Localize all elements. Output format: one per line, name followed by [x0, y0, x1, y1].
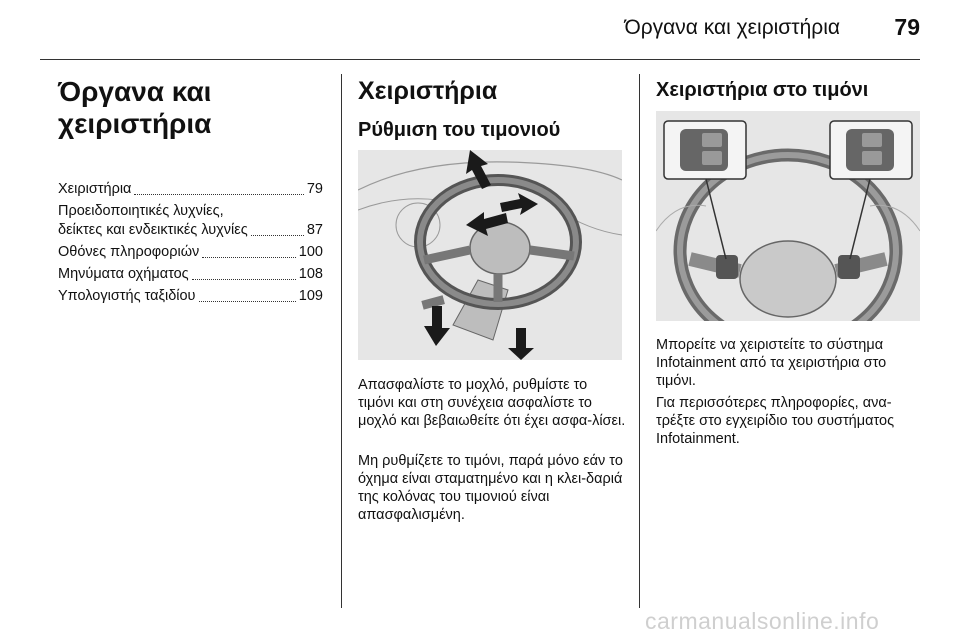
toc-leader-dots: [134, 194, 303, 195]
subsection-title-steering-adjustment: Ρύθμιση του τιμονιού: [358, 119, 561, 141]
steering-adjustment-illustration: [358, 150, 622, 360]
footer-watermark: carmanualsonline.info: [645, 608, 880, 634]
chapter-title: Όργανα και χειριστήρια: [58, 76, 212, 139]
header-rule: [40, 59, 920, 60]
toc-entry-label: Οθόνες πληροφοριών: [58, 244, 200, 260]
toc-entry-label: Χειριστήρια: [58, 181, 132, 197]
subsection-title-wheel-controls: Χειριστήρια στο τιμόνι: [656, 79, 869, 101]
toc-entry-page: 100: [298, 244, 323, 260]
wheel-controls-paragraph-1: Μπορείτε να χειριστείτε το σύστημα Infotainment από τα χειριστήρια στο τιμόνι.: [656, 337, 887, 389]
table-of-contents: [58, 180, 323, 309]
steering-wheel-adjust-icon: [358, 150, 622, 360]
page-number: 79: [894, 14, 920, 40]
toc-entry-label: Μηνύματα οχήματος: [58, 266, 189, 282]
page-header-title: Όργανα και χειριστήρια: [624, 16, 840, 39]
steering-wheel-controls-icon: [656, 111, 920, 321]
toc-entry-label: Προειδοποιητικές λυχνίες, δείκτες και ενδεικτικές λυχνίες: [58, 203, 248, 238]
toc-entry[interactable]: [58, 180, 323, 199]
toc-leader-dots: [192, 279, 296, 280]
toc-leader-dots: [199, 301, 296, 302]
toc-entry-page: 87: [306, 222, 323, 238]
wheel-controls-paragraph-2: Για περισσότερες πληροφορίες, ανα-τρέξτε στο εγχειρίδιο του συστήματος Infotainment.: [656, 395, 895, 447]
toc-entry-page: 79: [306, 181, 323, 197]
toc-entry[interactable]: [58, 202, 323, 240]
toc-leader-dots: [202, 257, 296, 258]
toc-entry-label: Υπολογιστής ταξιδίου: [58, 288, 196, 304]
steering-adjustment-paragraph-2: Μη ρυθμίζετε το τιμόνι, παρά μόνο εάν το όχημα είναι σταματημένο και η κλει-δαριά της κολόνας του τιμονιού είναι απασφαλισμένη.: [358, 453, 623, 523]
column-divider-left: [341, 74, 342, 608]
steering-wheel-controls-illustration: [656, 111, 920, 321]
toc-entry-page: 109: [298, 288, 323, 304]
section-title: Χειριστήρια: [358, 77, 498, 105]
steering-adjustment-paragraph-1: Απασφαλίστε το μοχλό, ρυθμίστε το τιμόνι και στη συνέχεια ασφαλίστε το μοχλό και βεβαιωθείτε ότι έχει ασφα-λίσει.: [358, 377, 626, 429]
column-divider-right: [639, 74, 640, 608]
toc-entry[interactable]: [58, 287, 323, 306]
toc-entry-page: 108: [298, 266, 323, 282]
toc-entry[interactable]: [58, 243, 323, 262]
toc-entry[interactable]: [58, 265, 323, 284]
toc-leader-dots: [251, 235, 304, 236]
